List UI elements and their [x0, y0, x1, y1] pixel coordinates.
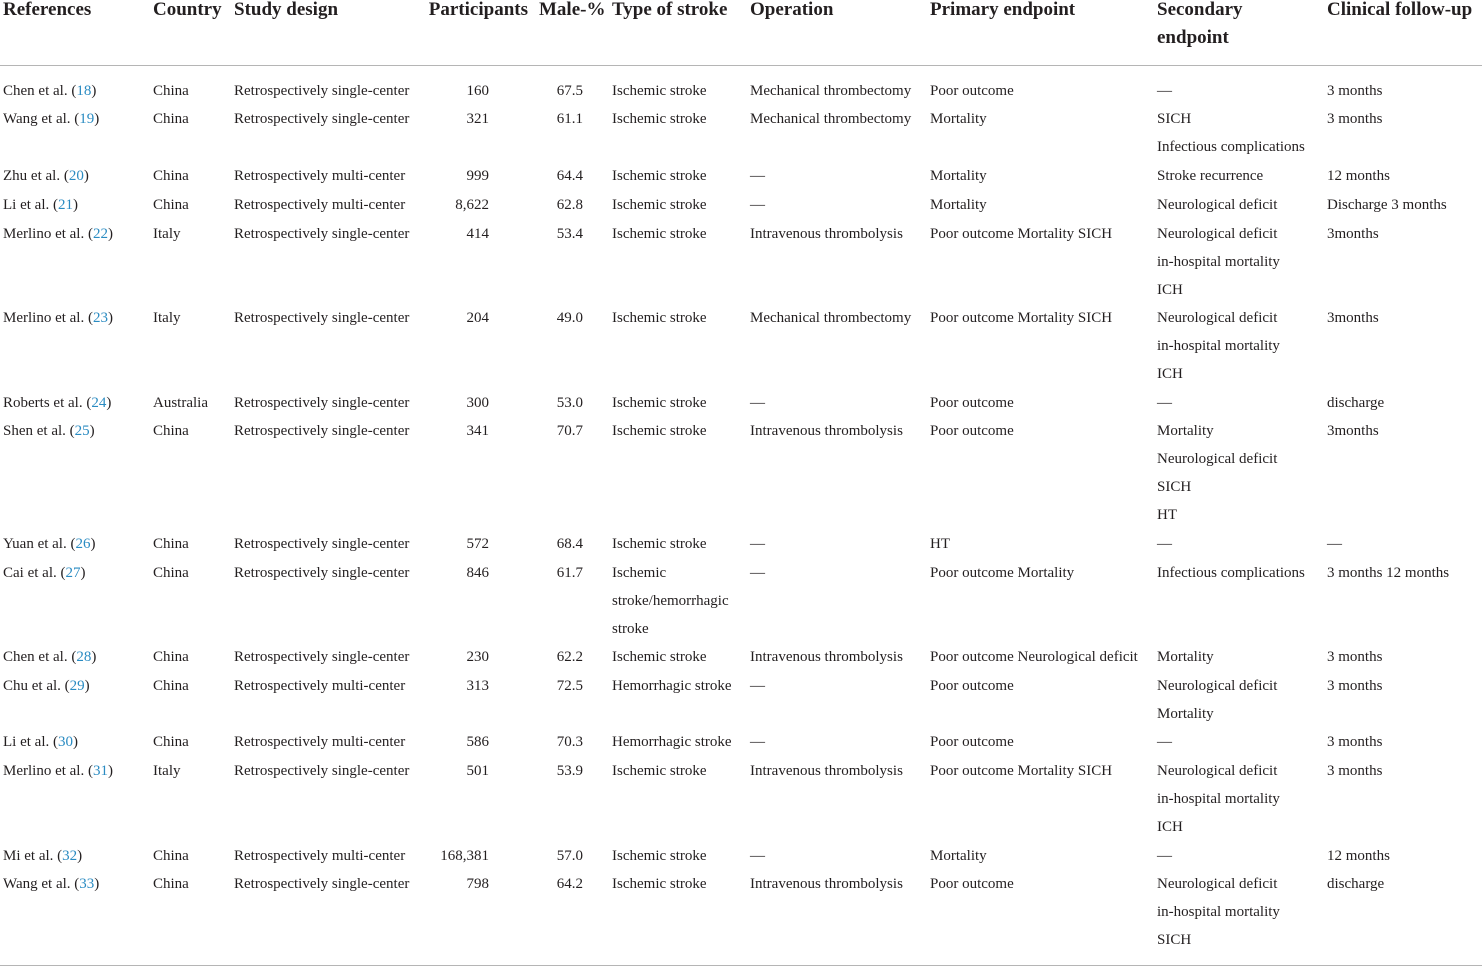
participants-cell: 160: [466, 83, 489, 99]
male-percent-cell: 70.3: [556, 734, 583, 750]
reference-cell: [3, 304, 113, 332]
male-percent-cell: 70.7: [556, 423, 583, 439]
clinical-follow-up-cell: 3 months 12 months: [1327, 565, 1450, 581]
reference-close-paren: ): [94, 111, 100, 127]
secondary-endpoint-cell: Neurological deficit: [1157, 451, 1278, 467]
country-cell: Italy: [153, 310, 181, 326]
primary-endpoint-cell: HT: [930, 536, 950, 552]
type-of-stroke-cell: Ischemic stroke: [612, 226, 707, 242]
country-cell: China: [153, 734, 189, 750]
reference-number-link[interactable]: 32: [62, 848, 78, 864]
secondary-endpoint-cell: Neurological deficit: [1157, 310, 1278, 326]
country-cell: China: [153, 168, 189, 184]
operation-cell: Intravenous thrombolysis: [750, 876, 903, 892]
participants-cell: 341: [466, 423, 489, 439]
participants-cell: 999: [466, 168, 489, 184]
study-design-cell: Retrospectively single-center: [234, 111, 410, 127]
reference-close-paren: ): [72, 197, 78, 213]
type-of-stroke-cell: Ischemic stroke: [612, 876, 707, 892]
male-percent-cell: 57.0: [556, 848, 583, 864]
primary-endpoint-cell: Mortality: [930, 111, 987, 127]
study-design-cell: Retrospectively multi-center: [234, 848, 406, 864]
secondary-endpoint-cell: ICH: [1157, 819, 1183, 835]
clinical-follow-up-cell: 3 months: [1327, 678, 1383, 694]
secondary-endpoint-cell: Neurological deficit: [1157, 678, 1278, 694]
reference-author: Wang et al. (: [3, 111, 80, 127]
primary-endpoint-cell: Mortality: [930, 168, 987, 184]
reference-close-paren: ): [91, 649, 97, 665]
operation-cell: —: [750, 848, 765, 864]
reference-author: Cai et al. (: [3, 565, 66, 581]
reference-author: Chu et al. (: [3, 678, 70, 694]
country-cell: China: [153, 83, 189, 99]
study-design-cell: Retrospectively multi-center: [234, 197, 406, 213]
male-percent-cell: 61.1: [556, 111, 583, 127]
reference-cell: [3, 728, 78, 756]
reference-author: Merlino et al. (: [3, 226, 93, 242]
header-participants: Participants: [428, 0, 528, 20]
secondary-endpoint-cell: Neurological deficit: [1157, 876, 1278, 892]
reference-number-link[interactable]: 21: [57, 197, 73, 213]
header-primary-endpoint: Primary endpoint: [930, 0, 1076, 20]
secondary-endpoint-cell: Infectious complications: [1157, 565, 1305, 581]
reference-close-paren: ): [94, 876, 100, 892]
header-operation: Operation: [750, 0, 834, 20]
clinical-follow-up-cell: 3 months: [1327, 111, 1383, 127]
secondary-endpoint-cell: —: [1157, 734, 1172, 750]
male-percent-cell: 68.4: [556, 536, 583, 552]
type-of-stroke-cell: Hemorrhagic stroke: [612, 678, 732, 694]
header-country: Country: [153, 0, 222, 20]
reference-number-link[interactable]: 29: [69, 678, 85, 694]
participants-cell: 168,381: [440, 848, 489, 864]
clinical-follow-up-cell: 3 months: [1327, 734, 1383, 750]
reference-author: Merlino et al. (: [3, 310, 93, 326]
reference-close-paren: ): [107, 310, 113, 326]
reference-author: Zhu et al. (: [3, 168, 69, 184]
secondary-endpoint-cell: Mortality: [1157, 706, 1214, 722]
country-cell: China: [153, 678, 189, 694]
participants-cell: 313: [466, 678, 489, 694]
reference-author: Wang et al. (: [3, 876, 80, 892]
participants-cell: 8,622: [455, 197, 489, 213]
participants-cell: 846: [466, 565, 489, 581]
reference-close-paren: ): [107, 763, 113, 779]
primary-endpoint-cell: Mortality: [930, 197, 987, 213]
primary-endpoint-cell: Poor outcome: [930, 734, 1014, 750]
bottom-rule: [0, 965, 1482, 966]
reference-cell: [3, 191, 78, 219]
male-percent-cell: 67.5: [556, 83, 583, 99]
reference-cell: [3, 389, 111, 417]
clinical-follow-up-cell: 3 months: [1327, 649, 1383, 665]
reference-cell: [3, 842, 82, 870]
reference-cell: [3, 220, 113, 248]
secondary-endpoint-cell: ICH: [1157, 366, 1183, 382]
study-design-cell: Retrospectively single-center: [234, 83, 410, 99]
study-design-cell: Retrospectively multi-center: [234, 678, 406, 694]
reference-close-paren: ): [106, 395, 112, 411]
country-cell: China: [153, 423, 189, 439]
participants-cell: 501: [466, 763, 489, 779]
participants-cell: 204: [466, 310, 489, 326]
primary-endpoint-cell: Poor outcome Mortality SICH: [930, 226, 1113, 242]
study-design-cell: Retrospectively multi-center: [234, 168, 406, 184]
secondary-endpoint-cell: Neurological deficit: [1157, 197, 1278, 213]
primary-endpoint-cell: Poor outcome: [930, 395, 1014, 411]
male-percent-cell: 62.2: [556, 649, 583, 665]
secondary-endpoint-cell: in-hospital mortality: [1157, 904, 1280, 920]
secondary-endpoint-cell: ICH: [1157, 282, 1183, 298]
reference-cell: [3, 77, 96, 105]
reference-close-paren: ): [90, 536, 96, 552]
reference-number-link[interactable]: 30: [57, 734, 73, 750]
study-design-cell: Retrospectively single-center: [234, 310, 410, 326]
secondary-endpoint-cell: SICH: [1157, 111, 1192, 127]
header-secondary-endpoint: Secondary: [1157, 0, 1243, 20]
reference-close-paren: ): [89, 423, 95, 439]
reference-author: Li et al. (: [3, 197, 58, 213]
secondary-endpoint-cell: in-hospital mortality: [1157, 338, 1280, 354]
reference-close-paren: ): [91, 83, 97, 99]
reference-cell: [3, 162, 89, 190]
primary-endpoint-cell: Poor outcome Neurological deficit: [930, 649, 1138, 665]
operation-cell: —: [750, 734, 765, 750]
reference-number-link[interactable]: 19: [79, 111, 95, 127]
operation-cell: —: [750, 168, 765, 184]
reference-cell: [3, 559, 85, 587]
reference-close-paren: ): [107, 226, 113, 242]
operation-cell: Mechanical thrombectomy: [750, 310, 912, 326]
reference-cell: [3, 870, 99, 898]
reference-number-link[interactable]: 24: [91, 395, 107, 411]
reference-author: Chen et al. (: [3, 649, 77, 665]
participants-cell: 586: [466, 734, 489, 750]
male-percent-cell: 64.4: [556, 168, 583, 184]
header-references: References: [3, 0, 92, 20]
secondary-endpoint-cell: HT: [1157, 507, 1177, 523]
clinical-follow-up-cell: 3 months: [1327, 763, 1383, 779]
reference-number-link[interactable]: 18: [76, 83, 92, 99]
country-cell: Italy: [153, 226, 181, 242]
secondary-endpoint-cell: —: [1157, 83, 1172, 99]
participants-cell: 321: [466, 111, 489, 127]
male-percent-cell: 49.0: [556, 310, 583, 326]
header-study-design: Study design: [234, 0, 339, 20]
reference-cell: [3, 105, 99, 133]
operation-cell: Intravenous thrombolysis: [750, 423, 903, 439]
reference-author: Mi et al. (: [3, 848, 63, 864]
clinical-follow-up-cell: —: [1327, 536, 1342, 552]
reference-close-paren: ): [83, 168, 89, 184]
clinical-follow-up-cell: Discharge 3 months: [1327, 197, 1447, 213]
country-cell: Italy: [153, 763, 181, 779]
reference-author: Li et al. (: [3, 734, 58, 750]
operation-cell: —: [750, 565, 765, 581]
type-of-stroke-cell: Hemorrhagic stroke: [612, 734, 732, 750]
country-cell: China: [153, 111, 189, 127]
primary-endpoint-cell: Poor outcome: [930, 678, 1014, 694]
clinical-follow-up-cell: 12 months: [1327, 848, 1390, 864]
type-of-stroke-cell: Ischemic stroke: [612, 423, 707, 439]
operation-cell: Intravenous thrombolysis: [750, 763, 903, 779]
reference-number-link[interactable]: 23: [92, 310, 108, 326]
male-percent-cell: 72.5: [556, 678, 583, 694]
secondary-endpoint-cell: Neurological deficit: [1157, 226, 1278, 242]
study-design-cell: Retrospectively single-center: [234, 876, 410, 892]
study-design-cell: Retrospectively single-center: [234, 395, 410, 411]
type-of-stroke-cell: Ischemic stroke: [612, 395, 707, 411]
male-percent-cell: 53.4: [556, 226, 583, 242]
study-design-cell: Retrospectively multi-center: [234, 734, 406, 750]
clinical-follow-up-cell: 3 months: [1327, 83, 1383, 99]
header-clinical-follow-up: Clinical follow-up: [1327, 0, 1473, 20]
operation-cell: —: [750, 197, 765, 213]
reference-author: Yuan et al. (: [3, 536, 76, 552]
study-design-cell: Retrospectively single-center: [234, 649, 410, 665]
primary-endpoint-cell: Poor outcome Mortality: [930, 565, 1075, 581]
reference-number-link[interactable]: 25: [74, 423, 90, 439]
country-cell: China: [153, 536, 189, 552]
operation-cell: Intravenous thrombolysis: [750, 649, 903, 665]
reference-cell: [3, 672, 90, 700]
header-rule: [0, 65, 1482, 66]
operation-cell: Intravenous thrombolysis: [750, 226, 903, 242]
study-design-cell: Retrospectively single-center: [234, 423, 410, 439]
secondary-endpoint-cell: —: [1157, 395, 1172, 411]
type-of-stroke-cell: stroke/hemorrhagic: [612, 593, 729, 609]
primary-endpoint-cell: Mortality: [930, 848, 987, 864]
reference-cell: [3, 530, 95, 558]
reference-close-paren: ): [72, 734, 78, 750]
participants-cell: 572: [466, 536, 489, 552]
operation-cell: Mechanical thrombectomy: [750, 83, 912, 99]
male-percent-cell: 53.9: [556, 763, 583, 779]
reference-author: Chen et al. (: [3, 83, 77, 99]
secondary-endpoint-cell: SICH: [1157, 932, 1192, 948]
reference-close-paren: ): [80, 565, 86, 581]
clinical-follow-up-cell: discharge: [1327, 876, 1385, 892]
study-design-cell: Retrospectively single-center: [234, 763, 410, 779]
header-secondary-endpoint-line2: endpoint: [1157, 27, 1229, 48]
clinical-follow-up-cell: discharge: [1327, 395, 1385, 411]
reference-author: Merlino et al. (: [3, 763, 93, 779]
clinical-follow-up-cell: 3months: [1327, 310, 1379, 326]
secondary-endpoint-cell: in-hospital mortality: [1157, 791, 1280, 807]
primary-endpoint-cell: Poor outcome Mortality SICH: [930, 310, 1113, 326]
male-percent-cell: 64.2: [556, 876, 583, 892]
country-cell: Australia: [153, 395, 208, 411]
clinical-follow-up-cell: 3months: [1327, 226, 1379, 242]
type-of-stroke-cell: Ischemic stroke: [612, 310, 707, 326]
male-percent-cell: 53.0: [556, 395, 583, 411]
operation-cell: —: [750, 536, 765, 552]
type-of-stroke-cell: Ischemic stroke: [612, 763, 707, 779]
type-of-stroke-cell: Ischemic stroke: [612, 111, 707, 127]
country-cell: China: [153, 197, 189, 213]
secondary-endpoint-cell: —: [1157, 848, 1172, 864]
type-of-stroke-cell: Ischemic stroke: [612, 197, 707, 213]
operation-cell: Mechanical thrombectomy: [750, 111, 912, 127]
male-percent-cell: 61.7: [556, 565, 583, 581]
clinical-follow-up-cell: 3months: [1327, 423, 1379, 439]
type-of-stroke-cell: Ischemic stroke: [612, 848, 707, 864]
reference-close-paren: ): [77, 848, 83, 864]
secondary-endpoint-cell: SICH: [1157, 479, 1192, 495]
reference-number-link[interactable]: 22: [92, 226, 108, 242]
country-cell: China: [153, 649, 189, 665]
type-of-stroke-cell: stroke: [612, 621, 649, 637]
reference-number-link[interactable]: 20: [68, 168, 84, 184]
reference-number-link[interactable]: 26: [75, 536, 91, 552]
type-of-stroke-cell: Ischemic stroke: [612, 83, 707, 99]
header-type-of-stroke: Type of stroke: [612, 0, 728, 20]
primary-endpoint-cell: Poor outcome: [930, 83, 1014, 99]
secondary-endpoint-cell: Neurological deficit: [1157, 763, 1278, 779]
type-of-stroke-cell: Ischemic stroke: [612, 649, 707, 665]
participants-cell: 230: [466, 649, 489, 665]
header-male-percent: Male-%: [539, 0, 606, 20]
reference-cell: [3, 417, 95, 445]
reference-author: Roberts et al. (: [3, 395, 92, 411]
participants-cell: 414: [466, 226, 489, 242]
reference-number-link[interactable]: 31: [92, 763, 108, 779]
reference-number-link[interactable]: 33: [79, 876, 95, 892]
participants-cell: 798: [466, 876, 489, 892]
participants-cell: 300: [466, 395, 489, 411]
reference-author: Shen et al. (: [3, 423, 75, 439]
secondary-endpoint-cell: in-hospital mortality: [1157, 254, 1280, 270]
study-design-cell: Retrospectively single-center: [234, 565, 410, 581]
primary-endpoint-cell: Poor outcome Mortality SICH: [930, 763, 1113, 779]
primary-endpoint-cell: Poor outcome: [930, 876, 1014, 892]
reference-cell: [3, 643, 96, 671]
secondary-endpoint-cell: Infectious complications: [1157, 139, 1305, 155]
primary-endpoint-cell: Poor outcome: [930, 423, 1014, 439]
reference-number-link[interactable]: 28: [76, 649, 92, 665]
secondary-endpoint-cell: —: [1157, 536, 1172, 552]
male-percent-cell: 62.8: [556, 197, 583, 213]
type-of-stroke-cell: Ischemic stroke: [612, 536, 707, 552]
operation-cell: —: [750, 678, 765, 694]
secondary-endpoint-cell: Stroke recurrence: [1157, 168, 1264, 184]
country-cell: China: [153, 565, 189, 581]
clinical-follow-up-cell: 12 months: [1327, 168, 1390, 184]
country-cell: China: [153, 848, 189, 864]
type-of-stroke-cell: Ischemic stroke: [612, 168, 707, 184]
secondary-endpoint-cell: Mortality: [1157, 649, 1214, 665]
study-design-cell: Retrospectively single-center: [234, 536, 410, 552]
study-design-cell: Retrospectively single-center: [234, 226, 410, 242]
type-of-stroke-cell: Ischemic: [612, 565, 667, 581]
reference-cell: [3, 757, 113, 785]
country-cell: China: [153, 876, 189, 892]
reference-number-link[interactable]: 27: [65, 565, 81, 581]
secondary-endpoint-cell: Mortality: [1157, 423, 1214, 439]
operation-cell: —: [750, 395, 765, 411]
reference-close-paren: ): [84, 678, 90, 694]
